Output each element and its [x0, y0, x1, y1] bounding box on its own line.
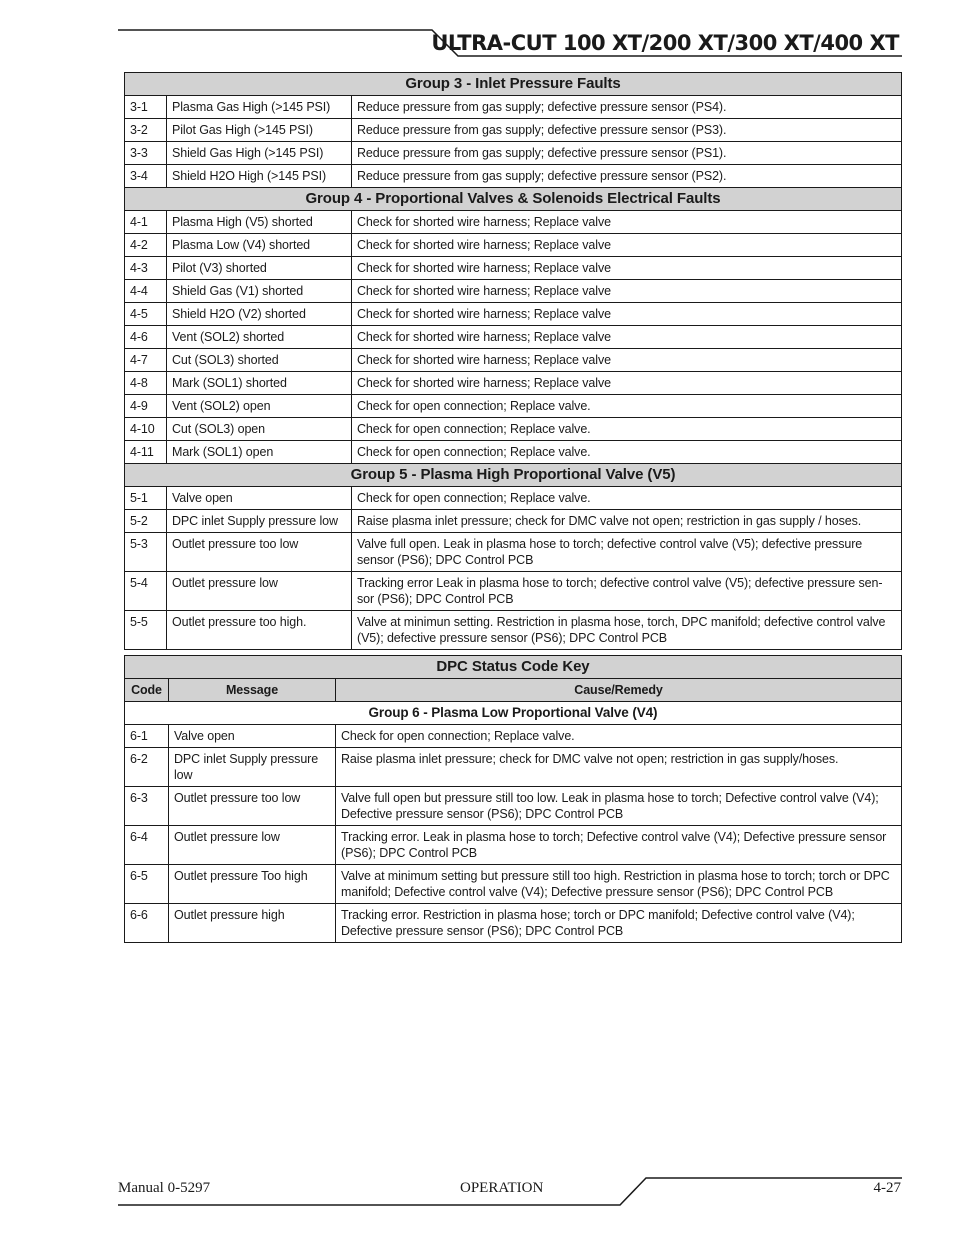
- cause-remedy-cell: Check for shorted wire harness; Replace valve: [352, 326, 902, 349]
- cause-remedy-cell: Valve full open but pressure still too low. Leak in plasma hose to torch; Defective control valve (V4); Defective pressure sensor (PS6); DPC Control PCB: [336, 787, 902, 826]
- message-cell: Shield H2O High (>145 PSI): [167, 165, 352, 188]
- cause-remedy-cell: Raise plasma inlet pressure; check for DMC valve not open; restriction in gas supply/hoses.: [336, 748, 902, 787]
- message-cell: Outlet pressure Too high: [169, 865, 336, 904]
- message-cell: Mark (SOL1) open: [167, 441, 352, 464]
- message-cell: Pilot Gas High (>145 PSI): [167, 119, 352, 142]
- code-cell: 6-5: [125, 865, 169, 904]
- group-header-row: [125, 464, 902, 487]
- message-cell: Outlet pressure too high.: [167, 611, 352, 650]
- column-header-code: Code: [125, 679, 169, 702]
- table-row: [125, 395, 902, 418]
- message-cell: Shield Gas High (>145 PSI): [167, 142, 352, 165]
- table-row: [125, 487, 902, 510]
- table-row: [125, 904, 902, 943]
- table-row: [125, 372, 902, 395]
- table-row: [125, 441, 902, 464]
- code-cell: 6-4: [125, 826, 169, 865]
- cause-remedy-cell: Valve at minimun setting. Restriction in plasma hose, torch, DPC manifold; defective control valve (V5); defective pressure sensor (PS6); DPC Control PCB: [352, 611, 902, 650]
- code-cell: 4-10: [125, 418, 167, 441]
- cause-remedy-cell: Raise plasma inlet pressure; check for DMC valve not open; restriction in gas supply / hoses.: [352, 510, 902, 533]
- message-cell: DPC inlet Supply pressure low: [167, 510, 352, 533]
- message-cell: Cut (SOL3) shorted: [167, 349, 352, 372]
- column-header-cause-remedy: Cause/Remedy: [336, 679, 902, 702]
- cause-remedy-cell: Check for shorted wire harness; Replace valve: [352, 372, 902, 395]
- code-cell: 4-6: [125, 326, 167, 349]
- message-cell: Plasma High (V5) shorted: [167, 211, 352, 234]
- table-title-row: [125, 656, 902, 679]
- message-cell: Outlet pressure low: [167, 572, 352, 611]
- cause-remedy-cell: Check for shorted wire harness; Replace valve: [352, 211, 902, 234]
- page-title: ULTRA-CUT 100 XT/200 XT/300 XT/400 XT: [431, 31, 899, 55]
- message-cell: Outlet pressure too low: [167, 533, 352, 572]
- table-row: [125, 611, 902, 650]
- message-cell: Pilot (V3) shorted: [167, 257, 352, 280]
- table-row: [125, 865, 902, 904]
- message-cell: Plasma Low (V4) shorted: [167, 234, 352, 257]
- message-cell: Vent (SOL2) open: [167, 395, 352, 418]
- message-cell: Outlet pressure low: [169, 826, 336, 865]
- cause-remedy-cell: Valve at minimum setting but pressure still too high. Restriction in plasma hose to torch; torch or DPC manifold; Defective control valve (V4); Defective pressure sensor (PS6); DPC Control PCB: [336, 865, 902, 904]
- message-cell: Outlet pressure too low: [169, 787, 336, 826]
- code-cell: 4-7: [125, 349, 167, 372]
- code-cell: 4-3: [125, 257, 167, 280]
- group-title: Group 3 - Inlet Pressure Faults: [125, 73, 902, 96]
- code-cell: 5-5: [125, 611, 167, 650]
- code-cell: 5-4: [125, 572, 167, 611]
- code-cell: 3-1: [125, 96, 167, 119]
- table-row: [125, 748, 902, 787]
- code-cell: 4-4: [125, 280, 167, 303]
- manual-number: Manual 0-5297: [118, 1180, 211, 1196]
- message-cell: Outlet pressure high: [169, 904, 336, 943]
- cause-remedy-cell: Reduce pressure from gas supply; defective pressure sensor (PS1).: [352, 142, 902, 165]
- column-header-message: Message: [169, 679, 336, 702]
- cause-remedy-cell: Check for open connection; Replace valve.: [352, 487, 902, 510]
- message-cell: Shield H2O (V2) shorted: [167, 303, 352, 326]
- group-header-row: [125, 702, 902, 725]
- group-header-row: [125, 188, 902, 211]
- message-cell: DPC inlet Supply pressure low: [169, 748, 336, 787]
- message-cell: Plasma Gas High (>145 PSI): [167, 96, 352, 119]
- cause-remedy-cell: Tracking error. Leak in plasma hose to torch; Defective control valve (V4); Defective pressure sensor (PS6); DPC Control PCB: [336, 826, 902, 865]
- code-cell: 3-4: [125, 165, 167, 188]
- table-row: [125, 326, 902, 349]
- message-cell: Vent (SOL2) shorted: [167, 326, 352, 349]
- cause-remedy-cell: Reduce pressure from gas supply; defective pressure sensor (PS4).: [352, 96, 902, 119]
- cause-remedy-cell: Check for open connection; Replace valve.: [336, 725, 902, 748]
- cause-remedy-cell: Reduce pressure from gas supply; defective pressure sensor (PS3).: [352, 119, 902, 142]
- code-cell: 3-2: [125, 119, 167, 142]
- table-row: [125, 787, 902, 826]
- message-cell: Valve open: [167, 487, 352, 510]
- table-row: [125, 533, 902, 572]
- code-cell: 4-2: [125, 234, 167, 257]
- table-row: [125, 280, 902, 303]
- code-cell: 5-3: [125, 533, 167, 572]
- cause-remedy-cell: Check for open connection; Replace valve.: [352, 418, 902, 441]
- table-row: [125, 142, 902, 165]
- cause-remedy-cell: Check for open connection; Replace valve.: [352, 395, 902, 418]
- cause-remedy-cell: Tracking error. Restriction in plasma hose; torch or DPC manifold; Defective control valve (V4); Defective pressure sensor (PS6); DPC Control PCB: [336, 904, 902, 943]
- table-row: [125, 349, 902, 372]
- table-row: [125, 725, 902, 748]
- code-cell: 4-11: [125, 441, 167, 464]
- message-cell: Shield Gas (V1) shorted: [167, 280, 352, 303]
- cause-remedy-cell: Valve full open. Leak in plasma hose to torch; defective control valve (V5); defective pressure sensor (PS6); DPC Control PCB: [352, 533, 902, 572]
- code-cell: 4-5: [125, 303, 167, 326]
- code-cell: 3-3: [125, 142, 167, 165]
- cause-remedy-cell: Check for shorted wire harness; Replace valve: [352, 349, 902, 372]
- table-row: [125, 119, 902, 142]
- code-cell: 6-3: [125, 787, 169, 826]
- table-row: [125, 303, 902, 326]
- table-title: DPC Status Code Key: [125, 656, 902, 679]
- code-cell: 6-2: [125, 748, 169, 787]
- table-row: [125, 165, 902, 188]
- code-cell: 4-1: [125, 211, 167, 234]
- message-cell: Valve open: [169, 725, 336, 748]
- dpc-status-code-key-table: [124, 655, 902, 943]
- group-title: Group 5 - Plasma High Proportional Valve (V5): [125, 464, 902, 487]
- cause-remedy-cell: Tracking error Leak in plasma hose to torch; defective control valve (V5); defective pressure sen-sor (PS6); DPC Control PCB: [352, 572, 902, 611]
- cause-remedy-cell: Check for open connection; Replace valve.: [352, 441, 902, 464]
- group-title: Group 4 - Proportional Valves & Solenoids Electrical Faults: [125, 188, 902, 211]
- code-cell: 5-2: [125, 510, 167, 533]
- message-cell: Cut (SOL3) open: [167, 418, 352, 441]
- group-header-row: [125, 73, 902, 96]
- fault-table-groups-3-5: [124, 72, 902, 650]
- section-name: OPERATION: [460, 1180, 544, 1196]
- message-cell: Mark (SOL1) shorted: [167, 372, 352, 395]
- table-row: [125, 418, 902, 441]
- table-row: [125, 257, 902, 280]
- table-row: [125, 211, 902, 234]
- cause-remedy-cell: Check for shorted wire harness; Replace valve: [352, 234, 902, 257]
- cause-remedy-cell: Check for shorted wire harness; Replace valve: [352, 257, 902, 280]
- table-row: [125, 96, 902, 119]
- table-row: [125, 510, 902, 533]
- code-cell: 4-8: [125, 372, 167, 395]
- table-row: [125, 826, 902, 865]
- code-cell: 6-6: [125, 904, 169, 943]
- table-row: [125, 572, 902, 611]
- cause-remedy-cell: Check for shorted wire harness; Replace valve: [352, 280, 902, 303]
- code-cell: 6-1: [125, 725, 169, 748]
- page-number: 4-27: [873, 1180, 901, 1196]
- code-cell: 4-9: [125, 395, 167, 418]
- cause-remedy-cell: Reduce pressure from gas supply; defective pressure sensor (PS2).: [352, 165, 902, 188]
- group-title: Group 6 - Plasma Low Proportional Valve (V4): [125, 702, 902, 725]
- cause-remedy-cell: Check for shorted wire harness; Replace valve: [352, 303, 902, 326]
- code-cell: 5-1: [125, 487, 167, 510]
- column-header-row: [125, 679, 902, 702]
- table-row: [125, 234, 902, 257]
